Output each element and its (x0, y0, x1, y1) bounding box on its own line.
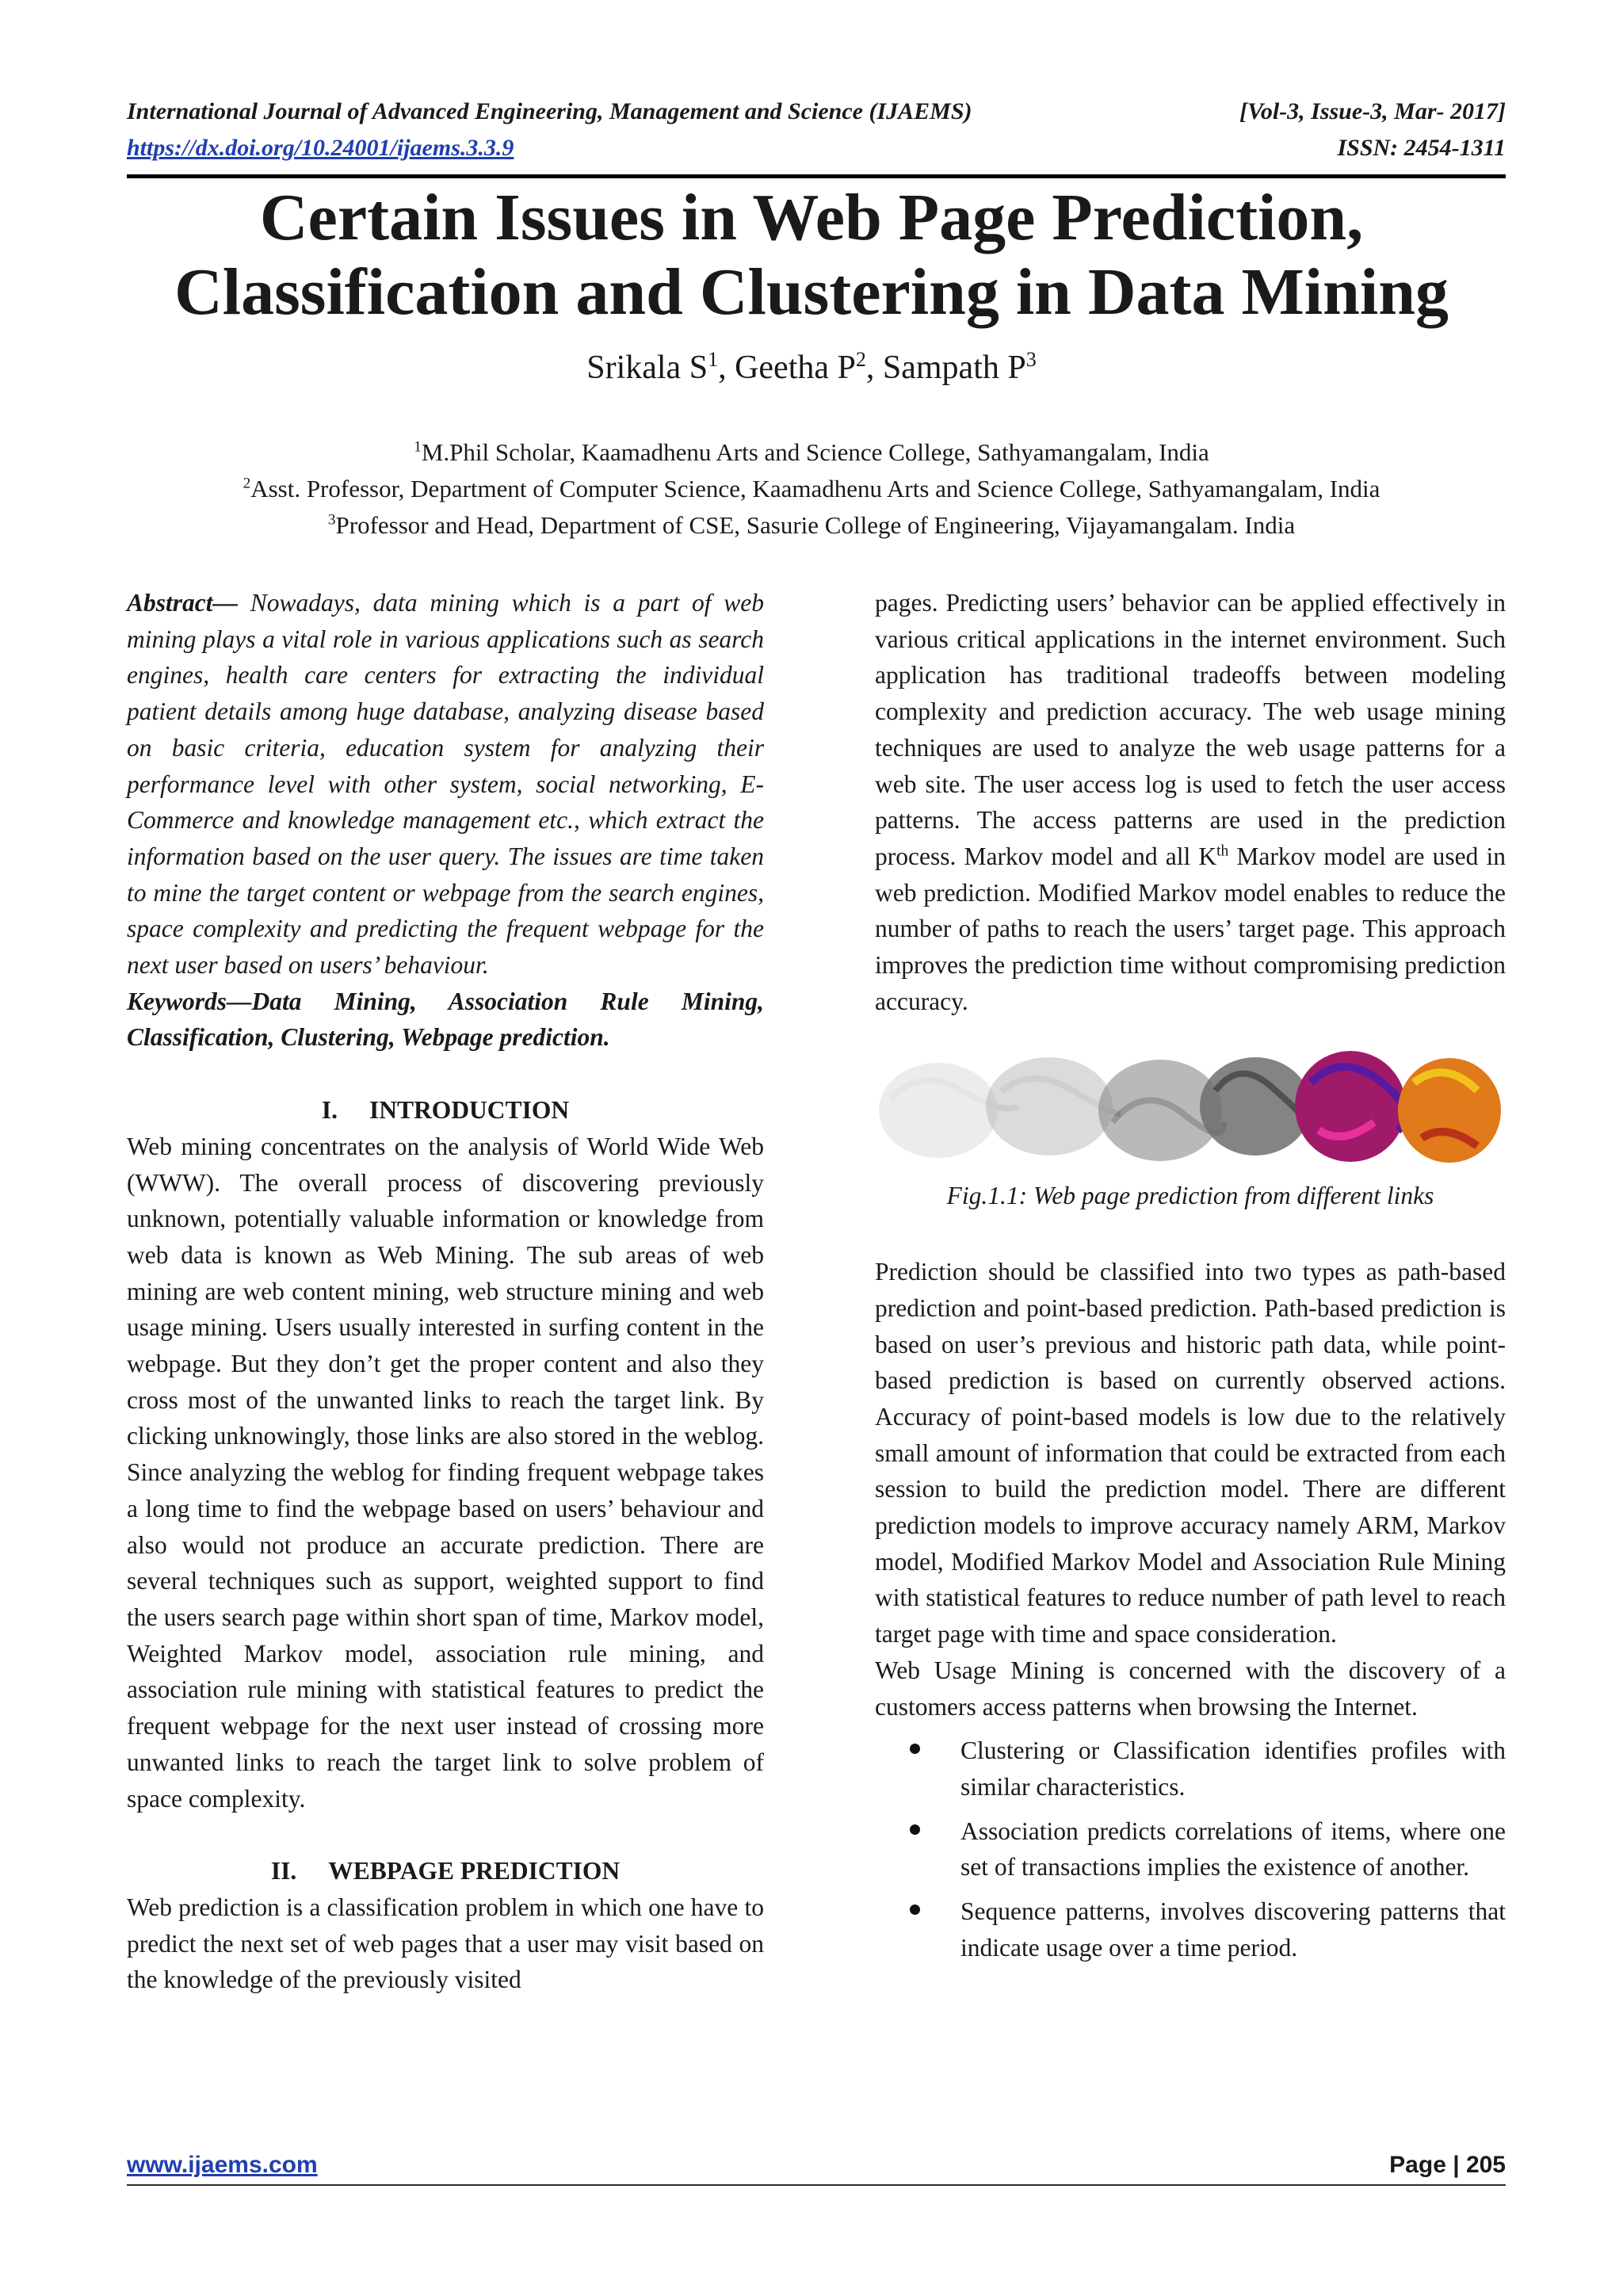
orange-structure (1398, 1058, 1501, 1163)
abstract (127, 585, 764, 984)
author-2-sup: 2 (855, 348, 866, 371)
bullet-list (875, 1733, 1506, 1966)
title-line-1: Certain Issues in Web Page Prediction, (259, 181, 1364, 254)
right-paragraph-1 (875, 585, 1506, 1019)
affiliation-2-sup: 2 (242, 475, 251, 492)
section-2-title: WEBPAGE PREDICTION (328, 1857, 621, 1885)
section-1-body: Web mining concentrates on the analysis of World Wide Web (WWW). The overall process of discovering previously unknown, potentially valuable information or knowledge from web data is known as Web Mining. The sub areas of web mining are web content mining, web structure mining and web usage mining. Users usually interested in surfing content in the webpage. But they don’t get the proper content and also they cross most of the unwanted links to reach the target link. By clicking unknowingly, those links are also stored in the weblog. Since analyzing the weblog for finding frequent webpage takes a long time to find the webpage based on users’ behaviour and also would not produce an accurate prediction. There are several techniques such as support, weighted support to find the users search page within short span of time, Markov model, Weighted Markov model, association rule mining, and association rule mining with statistical features to predict the frequent webpage for the next user instead of crossing more unwanted links to reach the target link to solve problem of space complexity. (127, 1132, 764, 1813)
keywords: Keywords—Data Mining, Association Rule Mining, Classification, Clustering, Webpage prediction. (127, 987, 764, 1052)
section-2-body: Web prediction is a classification problem in which one have to predict the next set of web pages that a user may visit based on the knowledge of the previously visited (127, 1893, 764, 1994)
section-2-number: II. (270, 1857, 297, 1885)
bullet-item: Sequence patterns, involves discovering patterns that indicate usage over a time period. (875, 1893, 1506, 1966)
right-paragraph-3: Web Usage Mining is concerned with the discovery of a customers access patterns when browsing the Internet. (875, 1656, 1506, 1721)
issn: ISSN: 2454-1311 (1337, 135, 1506, 161)
grey-structure (1200, 1057, 1311, 1156)
affiliation-3-sup: 3 (327, 511, 336, 529)
author-3: Sampath P (882, 350, 1026, 386)
bullet-item: Clustering or Classification identifies profiles with similar characteristics. (875, 1733, 1506, 1805)
journal-header (127, 98, 1506, 125)
kth-superscript: th (1216, 842, 1229, 860)
magenta-structure (1295, 1051, 1407, 1162)
doi-link[interactable]: https://dx.doi.org/10.24001/ijaems.3.3.9 (127, 135, 514, 161)
footer-divider (127, 2184, 1506, 2186)
author-2: Geetha P (735, 350, 856, 386)
right-paragraph-2: Prediction should be classified into two types as path-based prediction and point-based prediction. Path-based prediction is based on user’s previous and historic path data, while point-based prediction is based on currently observed actions. Accuracy of point-based models is low due to the relatively small amount of information that could be extracted from each session to build the prediction model. There are different prediction models to improve accuracy namely ARM, Markov model, Modified Markov Model and Association Rule Mining with statistical features to reduce number of path level to reach target page with time and space consideration. (875, 1258, 1506, 1648)
affiliation-3 (79, 507, 1544, 544)
paper-title (79, 181, 1544, 330)
abstract-text: Nowadays, data mining which is a part of web mining plays a vital role in various applications such as search engines, health care centers for extracting the individual patient details among huge database, analyzing disease based on basic criteria, education system for analyzing their performance level with other system, social networking, E-Commerce and knowledge management etc., which extract the information based on the user query. The issues are time taken to mine the target content or webpage from the search engines, space complexity and predicting the frequent webpage for the next user based on users’ behaviour. (127, 589, 764, 980)
figure-image (875, 1035, 1506, 1178)
section-1-title: INTRODUCTION (369, 1096, 570, 1125)
left-column (127, 585, 764, 1998)
affiliation-1-sup: 1 (414, 438, 422, 456)
abstract-label: Abstract— (127, 589, 239, 617)
affiliation-2 (79, 471, 1544, 507)
journal-name: International Journal of Advanced Engineering, Management and Science (IJAEMS) (127, 98, 972, 124)
affiliation-2-text: Asst. Professor, Department of Computer Science, Kaamadhenu Arts and Science College, Sathyamangalam, India (250, 475, 1381, 502)
protein-figure (875, 1035, 1506, 1178)
section-1-heading (127, 1092, 764, 1129)
page-number: Page | 205 (1389, 2152, 1506, 2178)
journal-subheader (127, 135, 1506, 162)
author-1: Srikala S (586, 350, 708, 386)
footer-url-link[interactable]: www.ijaems.com (127, 2152, 318, 2178)
right-column (875, 585, 1506, 1966)
author-3-sup: 3 (1025, 348, 1037, 371)
author-1-sup: 1 (708, 348, 719, 371)
figure-caption: Fig.1.1: Web page prediction from different links (946, 1182, 1434, 1210)
section-1-number: I. (321, 1096, 338, 1125)
section-2-heading (127, 1853, 764, 1889)
affiliation-1-text: M.Phil Scholar, Kaamadhenu Arts and Science College, Sathyamangalam, India (421, 438, 1209, 466)
author-list: Srikala $S^1$, Geetha $P^2$, Sampath $P^3$ (586, 348, 1037, 386)
bullet-item: Association predicts correlations of items, where one set of transactions implies the existence of another. (875, 1813, 1506, 1885)
affiliation-3-text: Professor and Head, Department of CSE, Sasurie College of Engineering, Vijayamangalam. India (335, 511, 1296, 539)
affiliation-1 (79, 434, 1544, 471)
affiliations (79, 434, 1544, 544)
right-paragraph-1-b: Markov model are used in web prediction. Modified Markov model enables to reduce the number of paths to reach the users’ target page. This approach improves the prediction time without compromising prediction accuracy. (875, 842, 1506, 1015)
right-paragraph-1-a: pages. Predicting users’ behavior can be applied effectively in various critical applications in the internet environment. Such application has traditional tradeoffs between modeling complexity and prediction accuracy. The web usage mining techniques are used to analyze the web usage patterns for a web site. The user access log is used to fetch the user access patterns. The access patterns are used in the prediction process. Markov model and all K (875, 589, 1506, 870)
header-divider (127, 174, 1506, 178)
title-line-2: Classification and Clustering in Data Mining (174, 255, 1449, 330)
volume-info: [Vol-3, Issue-3, Mar- 2017] (1239, 98, 1506, 124)
